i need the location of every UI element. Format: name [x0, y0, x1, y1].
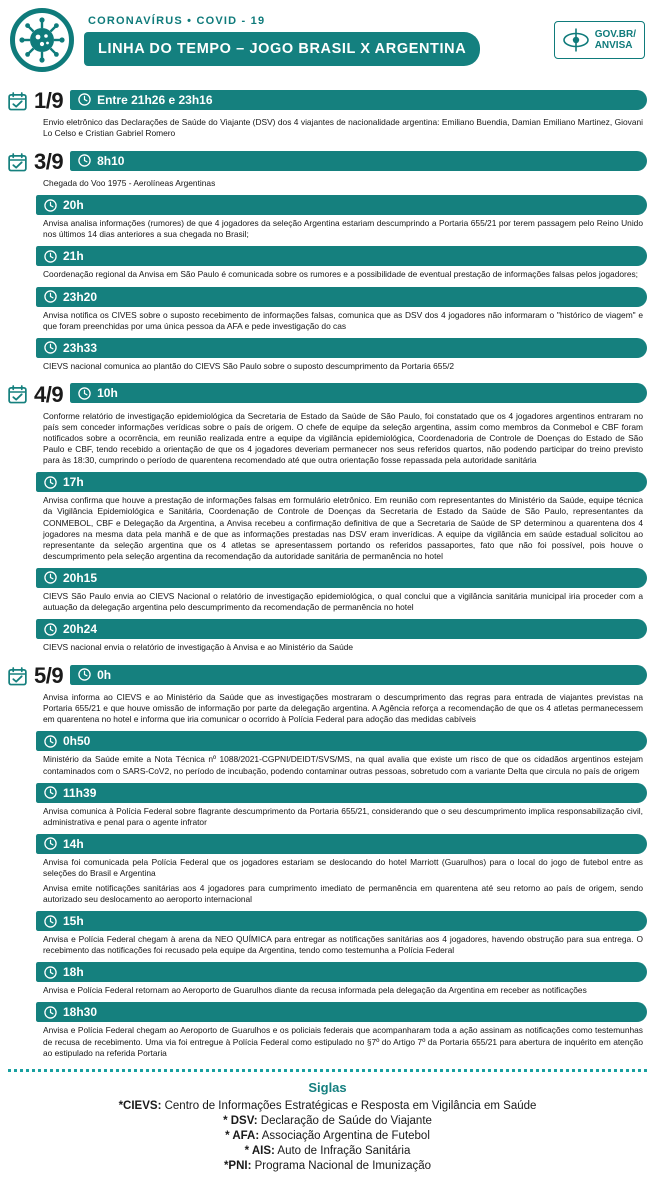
- timeline-entry: [36, 911, 647, 956]
- govbr-line1: GOV.BR/: [594, 28, 636, 40]
- clock-icon: [44, 250, 57, 263]
- entry-text: Coordenação regional da Anvisa em São Paulo é comunicada sobre os rumores e a possibilidade de eventual prestação de informações falsas pelos jogadores;: [43, 269, 638, 280]
- day-first-entry-slot: [70, 383, 647, 406]
- acronym-line: [10, 1145, 645, 1157]
- day-header: [8, 88, 647, 114]
- entry-text: Anvisa e Polícia Federal chegam ao Aeroporto de Guarulhos e os policiais federais que acompanharam toda a ação assinam as notificações como testemunhas de recusa de recebimento. Uma via foi entregue à Polícia Federal como estipulado no §7º do Artigo 7º da Portaria 655/21 para abertura de inquérito em atenção ao estipulado na referida Portaria: [43, 1025, 643, 1058]
- entry-time-bar: [36, 619, 647, 639]
- acronym-meaning: Programa Nacional de Imunização: [251, 1159, 432, 1172]
- calendar-icon: [8, 385, 27, 404]
- entry-text: CIEVS São Paulo envia ao CIEVS Nacional o relatório de investigação epidemiológica, o qual conclui que a vigilância sanitária municipal iria proceder com a autuação da delegação argentina pelo descumprimento da recomendação de permanência no hotel: [43, 590, 643, 612]
- entry-time: 23h20: [63, 289, 98, 304]
- entry-text: Anvisa foi comunicada pela Polícia Federal que os jogadores estariam se deslocando do hotel Marriott (Guarulhos) para o local do jogo de futebol entre as seleções do Brasil e Argentina: [43, 856, 643, 878]
- clock-icon: [44, 915, 57, 928]
- clock-icon: [44, 735, 57, 748]
- day-block: [0, 149, 655, 372]
- acronym-line: [10, 1100, 645, 1112]
- entry-text: Ministério da Saúde emite a Nota Técnica nº 1088/2021-CGPNI/DEIDT/SVS/MS, na qual avalia que existe um risco de que os cidadãos argentinos estejam contaminados com o SARS-CoV2, no período de incubação, podendo contaminar outras pessoas, sobretudo com a variante Delta que circula no país de origem: [43, 754, 643, 776]
- clock-icon: [44, 1006, 57, 1019]
- entry-time: 18h30: [63, 1005, 98, 1020]
- entry-text: Anvisa confirma que houve a prestação de informações falsas em formulário eletrônico. Em reunião com representantes do Ministério da Saúde, equipe técnica da Vigilância Epidemiológica e Sanitária, Coordenação de Controle de Doenças da Secretaria de Estado da Saúde de São Paulo, representantes da CONMEBOL, CBF e Delegação da Argentina, a Anvisa recebeu a confirmação definitiva de que a Secretaria de Saúde de SP determinou a quarentena dos 4 jogadores na mesma data pela manhã e de que as informações prestadas nas DSV eram inverídicas. A equipe da vigilância em saúde estadual solicitou ao representante da seleção argentina que os 4 atletas se apresentassem portando os referidos passaportes, fato que não foi possível, pois houve o descumprimento pela seleção argentina da recomendação da autoridade sanitária de permanência no hotel: [43, 495, 643, 561]
- timeline-entry: [36, 472, 647, 562]
- clock-icon: [78, 93, 91, 106]
- clock-icon: [44, 966, 57, 979]
- day-block: [0, 382, 655, 653]
- clock-icon: [44, 571, 57, 584]
- day-header: [8, 382, 647, 408]
- entry-text: Envio eletrônico das Declarações de Saúde do Viajante (DSV) dos 4 viajantes de nacionalidade argentina: Emiliano Buendia, Damian Emiliano Martinez, Giovani Lo Celso e Cristian Gabriel Romero: [43, 117, 643, 139]
- entry-time: Entre 21h26 e 23h16: [97, 92, 213, 107]
- acronym-meaning: Centro de Informações Estratégicas e Resposta em Vigilância em Saúde: [161, 1099, 537, 1112]
- entry-text: Conforme relatório de investigação epidemiológica da Secretaria de Estado da Saúde de São Paulo, foi constatado que os 4 jogadores argentinos entraram no país sem conceder informações verídicas sobre o país de origem. O chefe de equipe da seleção argentina, assim como membros da Conmebol e CBF foram notificados sobre a ocorrência, em reunião realizada entre a equipe da vigilância epidemiológica, Coordenadoria de Controle de Doenças do Estado de São Paulo e CBF, tendo recebido a orientação de que os 4 jogadores deveriam permanecer nos seus referidos quartos, não podendo participar do treino previsto para às 18:30, cumprindo o período de quarentena recomendado até que outra orientação fosse repassada pela autoridade sanitária: [43, 410, 643, 466]
- document-kicker: CORONAVÍRUS • COVID - 19: [88, 14, 266, 27]
- timeline-entry: [36, 783, 647, 828]
- govbr-anvisa-logo: [554, 21, 645, 59]
- day-label: 4/9: [34, 381, 64, 407]
- acronym-key: *PNI:: [223, 1159, 252, 1172]
- timeline-entry: [36, 338, 647, 372]
- entry-time: 20h: [63, 198, 84, 213]
- day-block: [0, 663, 655, 1059]
- entry-time: 0h50: [63, 734, 91, 749]
- entry-time-bar: [70, 151, 647, 171]
- entry-text: Anvisa comunica à Polícia Federal sobre flagrante descumprimento da Portaria 655/21, considerando que o seu descumprimento implica responsabilização civil, administrativa e penal para o agente infrator: [43, 805, 643, 827]
- clock-icon: [44, 199, 57, 212]
- timeline-entry: [36, 1002, 647, 1058]
- entry-time-bar: [36, 1002, 647, 1022]
- day-label: 5/9: [34, 663, 64, 689]
- entry-time: 11h39: [63, 785, 97, 800]
- entry-time: 10h: [97, 386, 118, 401]
- entry-time-bar: [36, 962, 647, 982]
- timeline-entry: [36, 834, 647, 905]
- virus-icon: [10, 8, 74, 72]
- entry-time: 14h: [63, 836, 84, 851]
- entry-time-bar: [70, 90, 647, 110]
- calendar-icon: [8, 667, 27, 686]
- header-titles: [84, 15, 544, 66]
- govbr-line2: ANVISA: [594, 40, 633, 51]
- clock-icon: [78, 668, 91, 681]
- clock-icon: [44, 290, 57, 303]
- page-title: LINHA DO TEMPO – JOGO BRASIL X ARGENTINA: [84, 32, 480, 66]
- entry-text: Anvisa informa ao CIEVS e ao Ministério da Saúde que as investigações mostraram o descumprimento das regras para entrada de viajantes previstas na Portaria 655/21 e que houve omissão de informação por parte da delegação argentina. A Agência reforça a recomendação de que os 4 atletas permanecessem em quarentena no hotel e informa que iria comunicar o ocorrido à Polícia Federal para adoção das medidas cabíveis: [43, 692, 643, 725]
- entry-time-bar: [36, 731, 647, 751]
- anvisa-icon: [563, 27, 589, 53]
- acronym-line: [10, 1160, 645, 1172]
- acronyms-section: [0, 1080, 655, 1172]
- entry-time: 21h: [63, 249, 84, 264]
- entry-text: CIEVS nacional comunica ao plantão do CIEVS São Paulo sobre o suposto descumprimento da Portaria 655/2: [43, 360, 455, 371]
- entry-time: 17h: [63, 475, 84, 490]
- entry-text: Chegada do Voo 1975 - Aerolíneas Argentinas: [43, 178, 216, 189]
- acronym-line: [10, 1115, 645, 1127]
- timeline-days: [0, 88, 655, 1059]
- entry-text: CIEVS nacional envia o relatório de investigação à Anvisa e ao Ministério da Saúde: [43, 642, 354, 653]
- entry-text: Anvisa e Polícia Federal chegam à arena da NEO QUÍMICA para entregar as notificações sanitárias aos 4 jogadores, havendo obstrução para sua entrega. O recebimento das notificações foi recusado pela equipe da Argentina, tendo como testemunha a Polícia Federal: [43, 934, 643, 956]
- acronyms-title: Siglas: [308, 1079, 347, 1095]
- day-header: [8, 663, 647, 689]
- day-header: [8, 149, 647, 175]
- entry-time-bar: [36, 472, 647, 492]
- entry-text: Anvisa notifica os CIVES sobre o suposto recebimento de informações falsas, comunica que as DSV dos 4 jogadores não informaram o "histórico de viagem" e que foram preenchidas por uma única pessoa da AFA e pede investigação do cas: [43, 309, 643, 331]
- clock-icon: [44, 623, 57, 636]
- entry-time: 18h: [63, 965, 84, 980]
- timeline-entry: [36, 246, 647, 280]
- acronym-line: [10, 1130, 645, 1142]
- clock-icon: [44, 341, 57, 354]
- section-divider: [8, 1069, 647, 1072]
- day-block: [0, 88, 655, 139]
- timeline-entry: [36, 619, 647, 653]
- acronym-key: * DSV:: [223, 1114, 258, 1127]
- acronym-meaning: Auto de Infração Sanitária: [274, 1144, 411, 1157]
- entry-time-bar: [36, 287, 647, 307]
- timeline-entry: [36, 287, 647, 332]
- entry-text: Anvisa e Polícia Federal retornam ao Aeroporto de Guarulhos diante da recusa informada pela delegação da Argentina em receber as notificações: [43, 985, 587, 996]
- acronym-key: * AIS:: [244, 1144, 275, 1157]
- govbr-label: [595, 29, 636, 52]
- entry-time-bar: [36, 783, 647, 803]
- day-label: 3/9: [34, 149, 64, 175]
- entry-time: 0h: [97, 667, 112, 682]
- entry-time-bar: [36, 195, 647, 215]
- entry-time-bar: [36, 911, 647, 931]
- clock-icon: [44, 476, 57, 489]
- acronym-meaning: Declaração de Saúde do Viajante: [257, 1114, 432, 1127]
- entry-time-bar: [36, 568, 647, 588]
- entry-time-bar: [36, 246, 647, 266]
- timeline-entry: [36, 731, 647, 776]
- calendar-icon: [8, 92, 27, 111]
- entry-time-bar: [70, 383, 647, 403]
- clock-icon: [44, 786, 57, 799]
- day-label: 1/9: [34, 88, 64, 113]
- day-first-entry-slot: [70, 90, 647, 113]
- timeline-entry: [36, 195, 647, 240]
- day-first-entry-slot: [70, 151, 647, 174]
- entry-time: 20h15: [63, 570, 98, 585]
- acronym-key: *CIEVS:: [118, 1099, 162, 1112]
- acronym-key: * AFA:: [225, 1129, 260, 1142]
- acronyms-list: [10, 1100, 645, 1172]
- entry-time-bar: [36, 338, 647, 358]
- entry-time: 20h24: [63, 622, 98, 637]
- entry-time-bar: [36, 834, 647, 854]
- entry-time: 23h33: [63, 340, 98, 355]
- entry-time: 15h: [63, 914, 84, 929]
- entry-time: 8h10: [97, 153, 125, 168]
- day-first-entry-slot: [70, 665, 647, 688]
- calendar-icon: [8, 153, 27, 172]
- entry-time-bar: [70, 665, 647, 685]
- clock-icon: [78, 154, 91, 167]
- document-header: [0, 0, 655, 78]
- timeline-entry: [36, 568, 647, 613]
- acronym-meaning: Associação Argentina de Futebol: [259, 1129, 430, 1142]
- entry-text: Anvisa emite notificações sanitárias aos 4 jogadores para cumprimento imediato de permanência em quarentena até seu retorno ao país de origem, sendo autorizado seu deslocamento ao aeroporto internacional: [43, 883, 643, 905]
- clock-icon: [78, 387, 91, 400]
- timeline-entry: [36, 962, 647, 996]
- clock-icon: [44, 837, 57, 850]
- entry-text: Anvisa analisa informações (rumores) de que 4 jogadores da seleção Argentina estariam descumprindo a Portaria 655/21 por terem passagem pelo Reino Unido nos últimos 14 dias anteriores a sua chegada no Brasil;: [43, 218, 643, 240]
